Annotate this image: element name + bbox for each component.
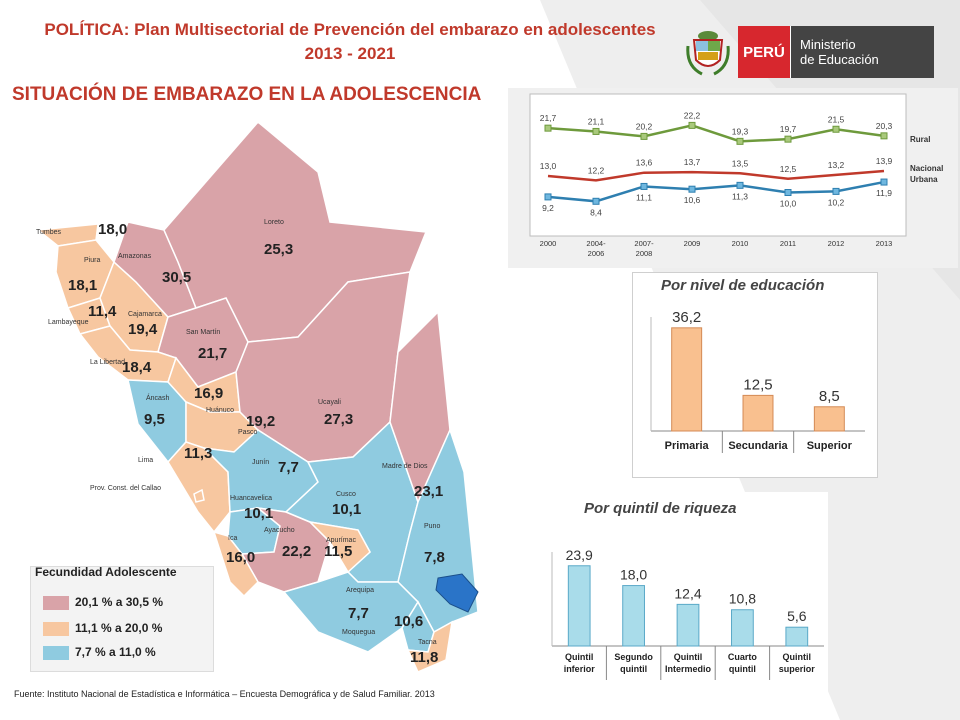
wealth-bar-chart — [524, 492, 828, 692]
map-region-name: Puno — [424, 523, 441, 530]
map-region-name: Áncash — [146, 395, 170, 402]
line-point — [545, 194, 551, 200]
line-legend-label: Rural — [910, 134, 931, 144]
line-x-tick: 2007- — [634, 239, 654, 248]
bar-category-label: Quintil — [564, 652, 594, 662]
map-region-value: 18,4 — [122, 359, 152, 376]
map-region-name: Madre de Dios — [382, 463, 428, 470]
map-region-name: Lima — [138, 457, 154, 464]
logo-brand: PERÚ — [738, 26, 790, 78]
map-region-value: 25,3 — [264, 241, 294, 258]
line-x-tick: 2013 — [875, 239, 893, 248]
line-x-tick: 2011 — [779, 239, 797, 248]
line-data-label: 8,4 — [590, 207, 602, 218]
map-region-value: 18,1 — [68, 277, 98, 294]
map-legend — [30, 566, 214, 672]
education-chart-title: Por nivel de educación — [661, 277, 825, 294]
line-x-tick: 2009 — [683, 239, 701, 248]
line-data-label: 9,2 — [542, 202, 554, 213]
slide-title-line1: POLÍTICA: Plan Multisectorial de Prevención del embarazo en adolescentes — [44, 20, 656, 39]
map-region-name: San Martín — [186, 329, 221, 336]
bar — [568, 566, 590, 646]
line-data-label: 10,6 — [683, 195, 701, 206]
map-region-name: Arequipa — [346, 587, 375, 594]
bar-value-label: 12,5 — [743, 376, 773, 394]
line-data-label: 22,2 — [683, 110, 701, 121]
bar-category-label: Quintil — [673, 652, 703, 662]
source-note: Fuente: Instituto Nacional de Estadística e Informática – Encuesta Demográfica y de Salud Familiar. 2013 — [14, 689, 435, 699]
line-point — [689, 122, 695, 128]
bar-category-label: Cuarto — [727, 652, 757, 662]
line-data-label: 12,5 — [779, 163, 797, 174]
ministry-logo — [686, 26, 934, 78]
line-data-label: 20,3 — [875, 120, 893, 131]
map-region-name: Huánuco — [206, 407, 235, 414]
line-point — [641, 133, 647, 139]
slide-title-line2: 2013 - 2021 — [304, 44, 396, 63]
legend-swatch-high — [43, 596, 69, 610]
line-data-label: 13,7 — [683, 157, 701, 168]
map-region-name: Tumbes — [36, 229, 62, 236]
map-region-value: 10,6 — [394, 613, 424, 630]
coat-of-arms-icon — [686, 26, 730, 78]
legend-swatch-low — [43, 646, 69, 660]
line-chart-plot-area — [530, 94, 906, 236]
line-data-label: 13,2 — [827, 159, 845, 170]
education-chart-panel — [632, 272, 878, 478]
legend-label-high: 20,1 % a 30,5 % — [75, 595, 164, 609]
map-region-name: Lambayeque — [48, 319, 89, 326]
map-region-name: Tacna — [418, 639, 437, 646]
map-region-name: Cajamarca — [128, 311, 162, 318]
bar — [743, 395, 773, 431]
legend-item-medium — [43, 621, 162, 639]
map-region-name: Loreto — [264, 219, 284, 226]
bar-category-label: quintil — [620, 664, 648, 674]
map-region-name: Ica — [228, 535, 238, 542]
map-region-value: 22,2 — [282, 543, 312, 560]
line-data-label: 21,7 — [539, 113, 557, 124]
line-x-tick-cont: 2006 — [587, 249, 605, 258]
bar-value-label: 18,0 — [619, 566, 648, 583]
line-x-tick: 2012 — [827, 239, 845, 248]
line-data-label: 13,0 — [539, 161, 557, 171]
bar-value-label: 5,6 — [787, 608, 807, 625]
bar-value-label: 36,2 — [672, 308, 702, 326]
line-point — [689, 186, 695, 192]
line-point — [785, 190, 791, 196]
legend-label-medium: 11,1 % a 20,0 % — [75, 621, 163, 635]
line-data-label: 10,2 — [827, 197, 845, 208]
map-region-name: Apurímac — [326, 537, 356, 544]
line-x-tick: 2010 — [731, 239, 749, 248]
bar-category-label: Secundaria — [728, 440, 788, 452]
bar-category-label: quintil — [728, 664, 756, 674]
map-region-value: 7,8 — [424, 549, 445, 566]
line-point — [833, 188, 839, 194]
line-legend-label: Nacional — [910, 164, 944, 174]
line-point — [785, 136, 791, 142]
map-region-name: Moquegua — [342, 629, 376, 636]
legend-label-low: 7,7 % a 11,0 % — [75, 645, 156, 659]
map-region-value: 23,1 — [414, 483, 444, 500]
map-region-value: 11,8 — [410, 649, 439, 666]
bar-category-label: Primaria — [664, 440, 709, 452]
trend-line-chart — [508, 88, 958, 268]
bar — [677, 604, 699, 646]
legend-swatch-medium — [43, 622, 69, 636]
line-point — [737, 138, 743, 144]
legend-item-low — [43, 645, 156, 663]
map-region-value: 7,7 — [278, 459, 299, 476]
map-region-name: Pasco — [238, 429, 258, 436]
bar-value-label: 12,4 — [674, 585, 702, 602]
map-region-value: 19,2 — [246, 413, 276, 430]
map-region-value: 7,7 — [348, 605, 369, 622]
map-region-value: 11,3 — [184, 445, 213, 462]
bar-value-label: 10,8 — [728, 590, 757, 607]
map-region-value: 21,7 — [198, 345, 228, 362]
line-x-tick: 2000 — [539, 239, 557, 248]
line-data-label: 13,5 — [731, 158, 749, 169]
line-data-label: 19,3 — [731, 126, 749, 137]
map-region-value: 11,5 — [324, 543, 353, 560]
line-data-label: 13,9 — [875, 156, 893, 167]
education-bar-chart — [633, 273, 877, 477]
legend-item-high — [43, 595, 163, 613]
map-region-name: La Libertad — [90, 359, 126, 366]
bar-category-label: inferior — [563, 664, 595, 674]
line-data-label: 21,1 — [587, 116, 605, 127]
trend-line-chart-panel — [508, 88, 958, 268]
line-point — [881, 179, 887, 185]
line-point — [593, 198, 599, 204]
map-region-name: Amazonas — [118, 253, 152, 260]
line-point — [593, 128, 599, 134]
line-data-label: 11,9 — [876, 188, 892, 199]
bar-category-label: Segundo — [614, 652, 653, 662]
line-data-label: 19,7 — [779, 124, 797, 135]
line-point — [881, 133, 887, 139]
line-data-label: 21,5 — [827, 114, 845, 125]
line-point — [833, 126, 839, 132]
bar — [672, 328, 702, 431]
line-x-tick: 2004- — [586, 239, 606, 248]
bar-value-label: 23,9 — [565, 546, 593, 563]
bar — [786, 627, 808, 646]
map-region-value: 11,4 — [88, 303, 117, 320]
line-legend-label: Urbana — [910, 175, 938, 185]
line-point — [641, 183, 647, 189]
bar-value-label: 8,5 — [818, 387, 840, 405]
logo-ministry-line2: de Educación — [800, 52, 879, 67]
map-region-name: Cusco — [336, 491, 356, 498]
map-region-name: Ayacucho — [264, 527, 295, 534]
bar-category-label: Quintil — [782, 652, 812, 662]
line-point — [737, 182, 743, 188]
map-region-value: 18,0 — [98, 221, 128, 238]
bar-category-label: Intermedio — [664, 664, 712, 674]
map-region-value: 16,9 — [194, 385, 224, 402]
map-region-name: Junín — [252, 459, 270, 466]
map-region-name: Prov. Const. del Callao — [90, 485, 162, 492]
map-region-value: 9,5 — [144, 411, 165, 428]
line-data-label: 11,1 — [636, 192, 652, 203]
line-data-label: 12,2 — [587, 165, 605, 176]
map-region-value: 19,4 — [128, 321, 158, 338]
bar — [732, 610, 754, 646]
line-data-label: 20,2 — [635, 121, 653, 132]
legend-title: Fecundidad Adolescente — [35, 565, 177, 579]
logo-ministry — [790, 26, 934, 78]
wealth-chart-title: Por quintil de riqueza — [584, 500, 737, 517]
map-region-value: 30,5 — [162, 269, 192, 286]
bar — [814, 407, 844, 431]
map-region-name: Ucayali — [318, 399, 341, 406]
map-region-value: 10,1 — [244, 505, 274, 522]
map-region-value: 27,3 — [324, 411, 354, 428]
logo-ministry-line1: Ministerio — [800, 37, 856, 52]
logo-banner — [738, 26, 934, 78]
line-data-label: 11,3 — [732, 191, 748, 202]
map-region-name: Huancavelica — [230, 495, 273, 502]
line-x-tick-cont: 2008 — [635, 249, 653, 258]
line-data-label: 13,6 — [635, 157, 653, 168]
line-point — [545, 125, 551, 131]
section-title: SITUACIÓN DE EMBARAZO EN LA ADOLESCENCIA — [12, 84, 485, 106]
bar-category-label: Superior — [806, 440, 852, 452]
slide-title — [0, 18, 700, 66]
bar — [623, 586, 645, 646]
map-region-name: Piura — [84, 257, 101, 264]
line-data-label: 10,0 — [779, 198, 797, 209]
wealth-chart-panel — [524, 492, 828, 692]
bar-category-label: superior — [778, 664, 815, 674]
map-region-value: 16,0 — [226, 549, 256, 566]
map-region-value: 10,1 — [332, 501, 362, 518]
